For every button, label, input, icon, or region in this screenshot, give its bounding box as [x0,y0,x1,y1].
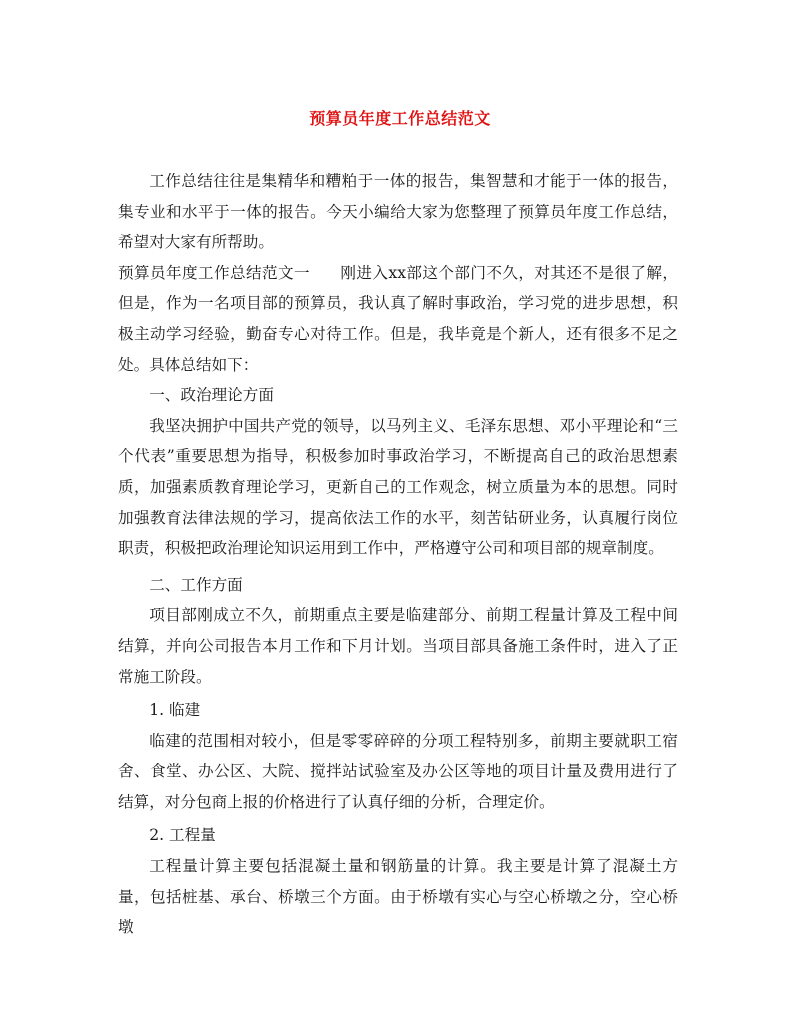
intro-paragraph: 工作总结往往是集精华和糟粕于一体的报告，集智慧和才能于一体的报告，集专业和水平于一体的报告。今天小编给大家为您整理了预算员年度工作总结，希望对大家有所帮助。 [118,172,678,252]
item1-body: 临建的范围相对较小，但是零零碎碎的分项工程特别多，前期主要就职工宿舍、食堂、办公区、大院、搅拌站试验室及办公区等地的项目计量及费用进行了结算，对分包商上报的价格进行了认真仔细的分析，合理定价。 [118,731,678,811]
section2-heading: 二、工作方面 [149,575,243,594]
document-body [118,166,678,943]
sample-paragraph [118,258,678,380]
sample-heading: 预算员年度工作总结范文一 [118,263,310,282]
item2-body: 工程量计算主要包括混凝土量和钢筋量的计算。我主要是计算了混凝土方量，包括桩基、承台、桥墩三个方面。由于桥墩有实心与空心桥墩之分，空心桥墩 [118,857,678,937]
item2-heading: 2. 工程量 [149,826,216,845]
section1-body: 我坚决拥护中国共产党的领导，以马列主义、毛泽东思想、邓小平理论和“三个代表”重要思想为指导，积极参加时事政治学习，不断提高自己的政治思想素质，加强素质教育理论学习，更新自己的工作观念，树立质量为本的思想。同时加强教育法律法规的学习，提高依法工作的水平，刻苦钻研业务，认真履行岗位职责，积极把政治理论知识运用到工作中，严格遵守公司和项目部的规章制度。 [118,416,678,558]
section1-heading: 一、政治理论方面 [149,386,274,405]
section2-body: 项目部刚成立不久，前期重点主要是临建部分、前期工程量计算及工程中间结算，并向公司报告本月工作和下月计划。当项目部具备施工条件时，进入了正常施工阶段。 [118,606,678,686]
sample-intro: 刚进入xx部这个部门不久，对其还不是很了解，但是，作为一名项目部的预算员，我认真了解时事政治，学习党的进步思想，积极主动学习经验，勤奋专心对待工作。但是，我毕竟是个新人，还有很多不足之处。具体总结如下： [118,263,678,374]
item1-heading: 1. 临建 [149,701,201,720]
document-title: 预算员年度工作总结范文 [309,109,491,128]
